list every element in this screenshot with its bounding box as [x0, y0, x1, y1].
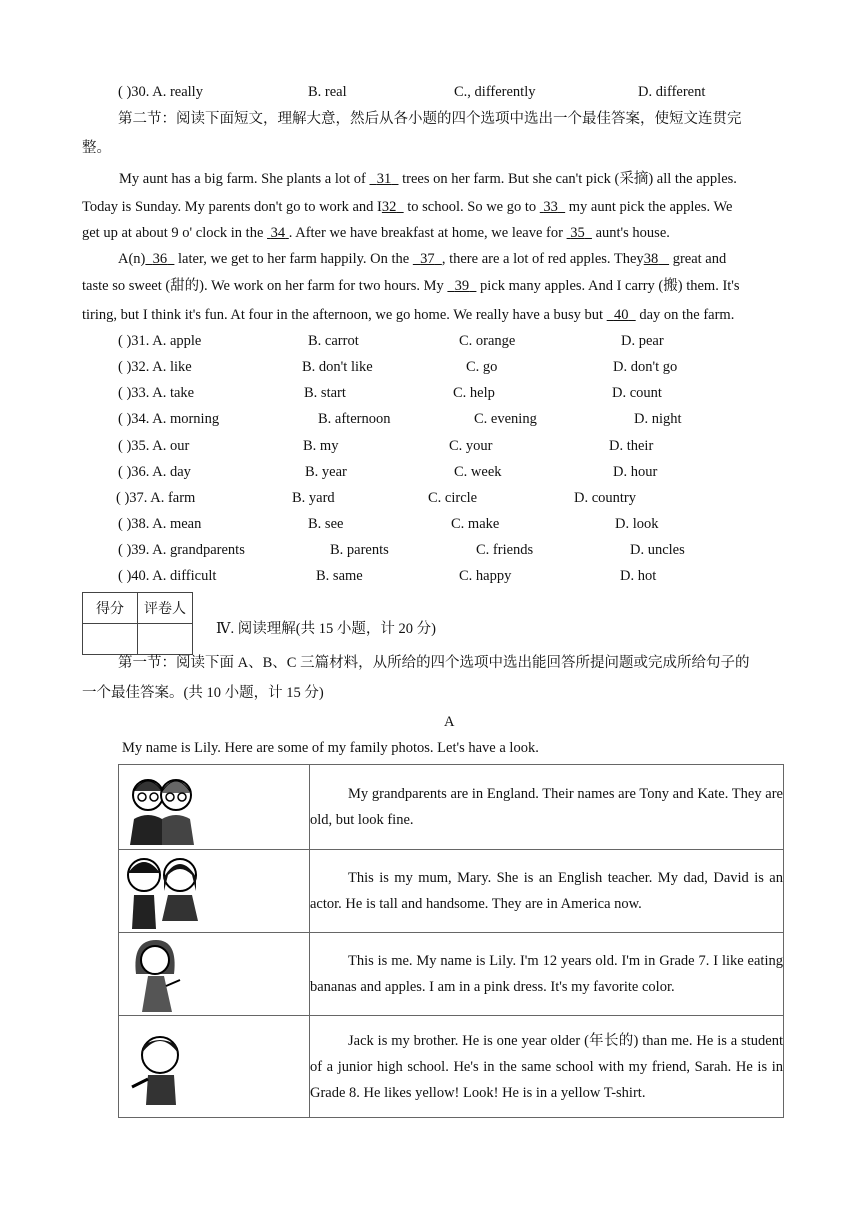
q31-stem: ( )31. A. apple	[118, 333, 202, 349]
q40-stem: ( )40. A. difficult	[118, 568, 217, 584]
q34-stem: ( )34. A. morning	[118, 411, 220, 427]
q36-stem: ( )36. A. day	[118, 464, 191, 480]
q32-option-d: D. don't go	[613, 359, 678, 375]
part4-instructions: 第一节：阅读下面 A、B、C 三篇材料，从所给的四个选项中选出能回答所提问题或完成所给句子的	[118, 655, 750, 671]
grader-cell[interactable]	[138, 624, 193, 655]
q30-stem: ( )30. A. really	[118, 84, 203, 100]
score-cell[interactable]	[83, 624, 138, 655]
blank-31: 31	[376, 171, 392, 187]
blank-35: 35	[570, 225, 585, 241]
q33-stem: ( )33. A. take	[118, 385, 195, 401]
blank-36: 36	[152, 251, 168, 267]
q30-option-d: D. different	[638, 84, 706, 100]
blank-38: 38	[643, 251, 659, 267]
photo-cell	[119, 933, 310, 1016]
q31-option-b: B. carrot	[308, 333, 359, 349]
photo-cell	[119, 850, 310, 933]
passage-line-5: taste so sweet (甜的). We work on her farm for two hours. My 39 pick many apples. And I carry (搬) them. It's	[82, 278, 740, 294]
q38-option-b: B. see	[308, 516, 344, 532]
family-row	[119, 1016, 784, 1118]
q30-option-c: C., differently	[454, 84, 536, 100]
q39-option-b: B. parents	[330, 542, 389, 558]
passage-a-intro: My name is Lily. Here are some of my family photos. Let's have a look.	[122, 740, 539, 756]
q36-option-c: C. week	[454, 464, 502, 480]
passage-line-1: My aunt has a big farm. She plants a lot of 31 trees on her farm. But she can't pick (采摘) all the apples.	[119, 171, 737, 187]
girl-illustration	[122, 934, 202, 1014]
q31-option-d: D. pear	[621, 333, 664, 349]
family-description: My grandparents are in England. Their names are Tony and Kate. They are old, but look fine.	[310, 786, 783, 828]
q39-option-d: D. uncles	[630, 542, 685, 558]
q35-option-b: B. my	[303, 438, 339, 454]
q37-stem: ( )37. A. farm	[116, 490, 196, 506]
part4-title: Ⅳ. 阅读理解(共 15 小题，计 20 分)	[216, 621, 436, 637]
q31-option-c: C. orange	[459, 333, 516, 349]
q38-stem: ( )38. A. mean	[118, 516, 202, 532]
q34-option-b: B. afternoon	[318, 411, 391, 427]
score-label: 得分	[83, 593, 138, 624]
blank-33: 33	[543, 199, 558, 215]
q39-option-c: C. friends	[476, 542, 534, 558]
part4-instructions-cont: 一个最佳答案。(共 10 小题，计 15 分)	[82, 685, 324, 701]
q35-stem: ( )35. A. our	[118, 438, 190, 454]
passage-line-6: tiring, but I think it's fun. At four in the afternoon, we go home. We really have a busy but 40 day on the farm.	[82, 307, 735, 323]
q38-option-c: C. make	[451, 516, 500, 532]
q39-stem: ( )39. A. grandparents	[118, 542, 245, 558]
family-row	[119, 933, 784, 1016]
section2-instructions: 第二节：阅读下面短文，理解大意，然后从各小题的四个选项中选出一个最佳答案，使短文连贯完	[118, 111, 742, 127]
section2-instructions-cont: 整。	[82, 140, 111, 156]
q34-option-d: D. night	[634, 411, 682, 427]
q36-option-d: D. hour	[613, 464, 658, 480]
grade-box	[82, 592, 193, 655]
q37-option-d: D. country	[574, 490, 637, 506]
family-description: This is my mum, Mary. She is an English teacher. My dad, David is an actor. He is tall and handsome. They are in America now.	[310, 870, 783, 912]
family-description: Jack is my brother. He is one year older (年长的) than me. He is a student of a junior high school. He's in the same school with my friend, Sarah. He is in Grade 8. He likes yellow! Look! He is in a yellow T-shirt.	[310, 1032, 783, 1101]
passage-line-3: get up at about 9 o' clock in the 34 . After we have breakfast at home, we leave for 35 aunt's house.	[82, 225, 670, 241]
family-text-cell	[310, 1016, 784, 1118]
family-description: This is me. My name is Lily. I'm 12 years old. I'm in Grade 7. I like eating bananas and apples. I am in a pink dress. It's my favorite color.	[310, 953, 783, 995]
q30-option-b: B. real	[308, 84, 347, 100]
q35-option-d: D. their	[609, 438, 654, 454]
family-row	[119, 765, 784, 850]
q38-option-d: D. look	[615, 516, 659, 532]
family-text-cell	[310, 765, 784, 850]
q40-option-b: B. same	[316, 568, 363, 584]
q37-option-b: B. yard	[292, 490, 335, 506]
q34-option-c: C. evening	[474, 411, 537, 427]
blank-32: 32	[381, 199, 397, 215]
blank-39: 39	[454, 278, 470, 294]
passage-line-2: Today is Sunday. My parents don't go to work and I32 to school. So we go to 33 my aunt pick the apples. We	[82, 199, 733, 215]
q33-option-c: C. help	[453, 385, 495, 401]
q33-option-d: D. count	[612, 385, 662, 401]
passage-line-4: A(n) 36 later, we get to her farm happily. On the 37 , there are a lot of red apples. They38 great and	[118, 251, 727, 267]
photo-cell	[119, 765, 310, 850]
passage-a-label: A	[444, 714, 455, 730]
q37-option-c: C. circle	[428, 490, 478, 506]
photo-cell	[119, 1016, 310, 1118]
q32-option-c: C. go	[466, 359, 498, 375]
grandparents-illustration	[122, 767, 202, 847]
boy-illustration	[122, 1027, 202, 1107]
q35-option-c: C. your	[449, 438, 493, 454]
parents-illustration	[122, 851, 202, 931]
blank-37: 37	[420, 251, 435, 267]
q33-option-b: B. start	[304, 385, 346, 401]
family-row	[119, 850, 784, 933]
q36-option-b: B. year	[305, 464, 347, 480]
q40-option-c: C. happy	[459, 568, 512, 584]
family-photo-table	[118, 764, 784, 1118]
q32-option-b: B. don't like	[302, 359, 373, 375]
family-text-cell	[310, 850, 784, 933]
q40-option-d: D. hot	[620, 568, 657, 584]
family-text-cell	[310, 933, 784, 1016]
q32-stem: ( )32. A. like	[118, 359, 192, 375]
blank-34: 34	[270, 225, 286, 241]
grader-label: 评卷人	[138, 593, 193, 624]
blank-40: 40	[613, 307, 629, 323]
